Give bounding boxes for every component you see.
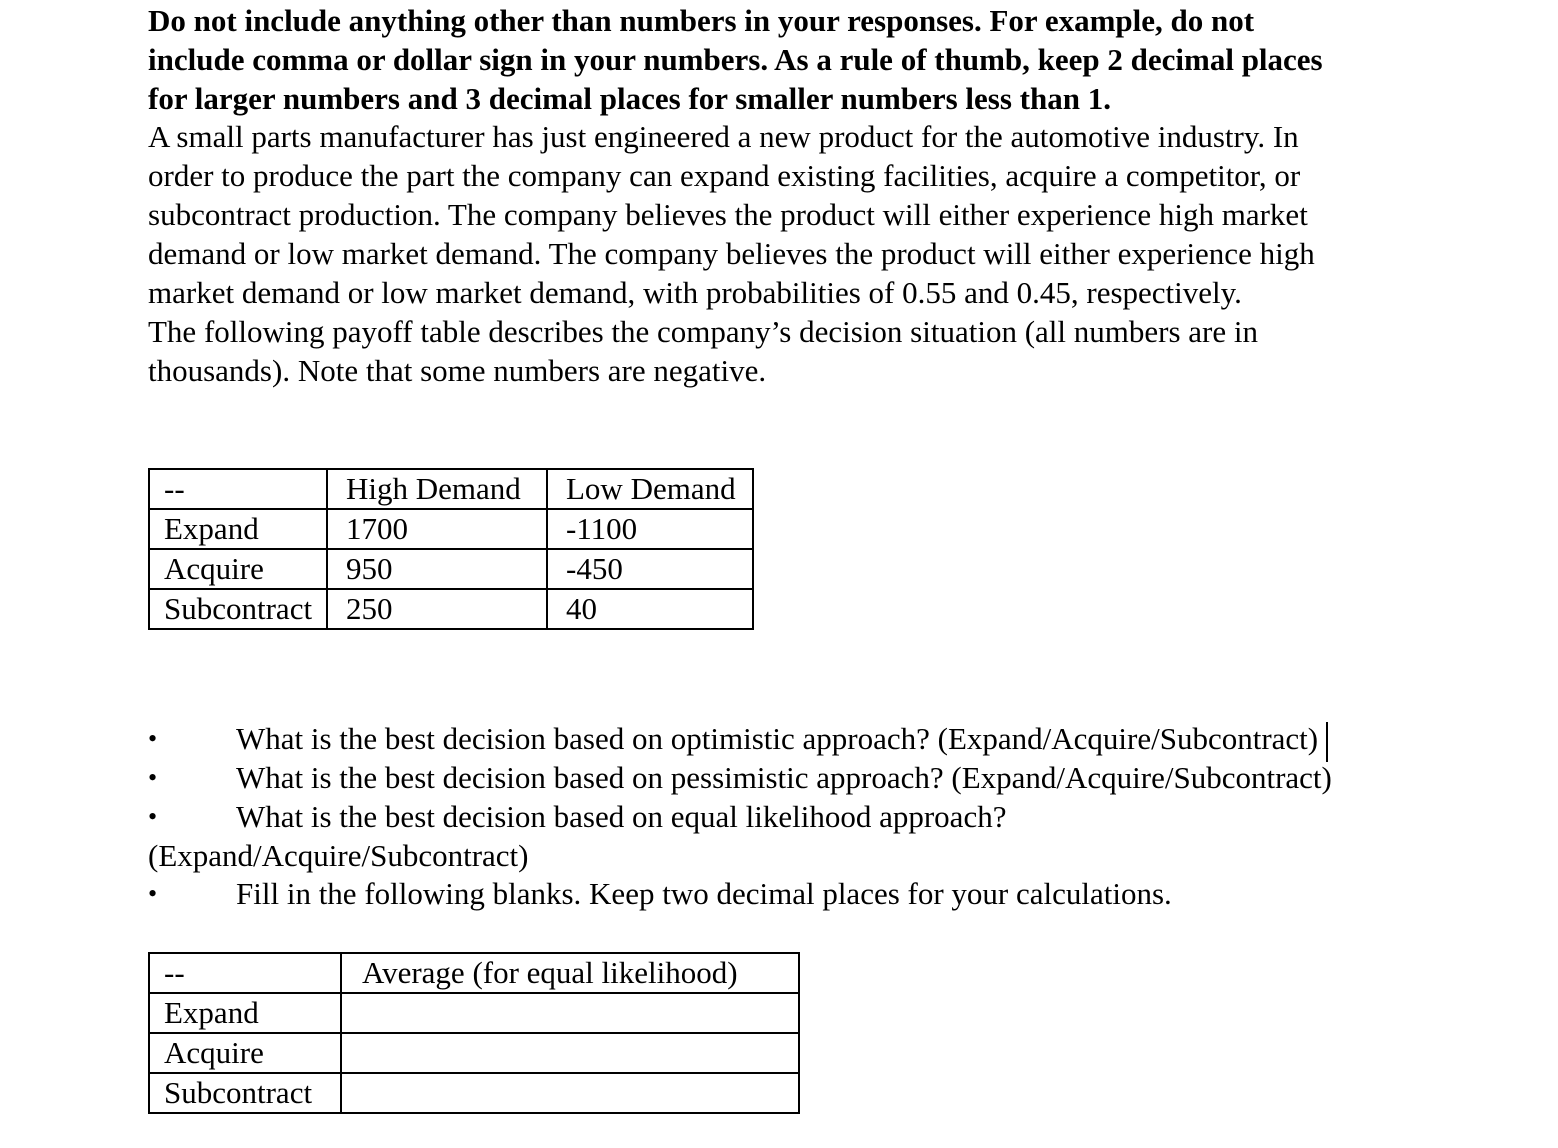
payoff-header-row <box>149 469 753 509</box>
problem-line-4: demand or low market demand. The company believes the product will either experience high <box>148 236 1315 271</box>
average-blank-cell[interactable] <box>341 1073 799 1113</box>
average-blank-cell[interactable] <box>341 1033 799 1073</box>
average-table <box>148 952 800 1114</box>
text-cursor[interactable] <box>1326 722 1328 762</box>
table-row <box>149 1073 799 1113</box>
payoff-row-label: Subcontract <box>149 589 327 629</box>
instruction-line-3: for larger numbers and 3 decimal places for smaller numbers less than 1. <box>148 81 1111 116</box>
average-header-corner: -- <box>149 953 341 993</box>
payoff-row-label: Acquire <box>149 549 327 589</box>
payoff-cell: 950 <box>327 549 547 589</box>
average-header-row <box>149 953 799 993</box>
payoff-cell: 40 <box>547 589 753 629</box>
table-row <box>149 589 753 629</box>
instruction-line-1: Do not include anything other than numbers in your responses. For example, do not <box>148 3 1255 38</box>
problem-line-2: order to produce the part the company can expand existing facilities, acquire a competitor, or <box>148 158 1301 193</box>
problem-line-3: subcontract production. The company believes the product will either experience high market <box>148 197 1308 232</box>
bullet-4: • <box>148 879 158 908</box>
problem-line-5: market demand or low market demand, with probabilities of 0.55 and 0.45, respectively. <box>148 275 1242 310</box>
bullet-3: • <box>148 802 158 831</box>
average-row-label: Acquire <box>149 1033 341 1073</box>
question-optimistic-text: What is the best decision based on optimistic approach? (Expand/Acquire/Subcontract) <box>236 721 1319 756</box>
average-blank-cell[interactable] <box>341 993 799 1033</box>
payoff-cell: 250 <box>327 589 547 629</box>
payoff-header-high-demand: High Demand <box>327 469 547 509</box>
bullet-1: • <box>148 724 158 753</box>
question-fill-blanks: Fill in the following blanks. Keep two decimal places for your calculations. <box>236 876 1172 911</box>
payoff-header-corner: -- <box>149 469 327 509</box>
bullet-2: • <box>148 763 158 792</box>
table-row <box>149 509 753 549</box>
question-pessimistic: What is the best decision based on pessimistic approach? (Expand/Acquire/Subcontract) <box>236 760 1332 795</box>
table-row <box>149 549 753 589</box>
instruction-line-2: include comma or dollar sign in your numbers. As a rule of thumb, keep 2 decimal places <box>148 42 1323 77</box>
payoff-cell: -1100 <box>547 509 753 549</box>
question-equal-likelihood-options: (Expand/Acquire/Subcontract) <box>148 838 529 873</box>
payoff-table <box>148 468 754 630</box>
problem-line-7: thousands). Note that some numbers are negative. <box>148 353 767 388</box>
payoff-header-low-demand: Low Demand <box>547 469 753 509</box>
problem-line-6: The following payoff table describes the company’s decision situation (all numbers are in <box>148 314 1258 349</box>
problem-line-1: A small parts manufacturer has just engineered a new product for the automotive industry. In <box>148 119 1299 154</box>
question-optimistic <box>236 720 1328 762</box>
table-row <box>149 1033 799 1073</box>
average-row-label: Expand <box>149 993 341 1033</box>
payoff-cell: 1700 <box>327 509 547 549</box>
payoff-cell: -450 <box>547 549 753 589</box>
payoff-row-label: Expand <box>149 509 327 549</box>
question-equal-likelihood: What is the best decision based on equal likelihood approach? <box>236 799 1007 834</box>
average-row-label: Subcontract <box>149 1073 341 1113</box>
table-row <box>149 993 799 1033</box>
average-header-label: Average (for equal likelihood) <box>341 953 799 993</box>
